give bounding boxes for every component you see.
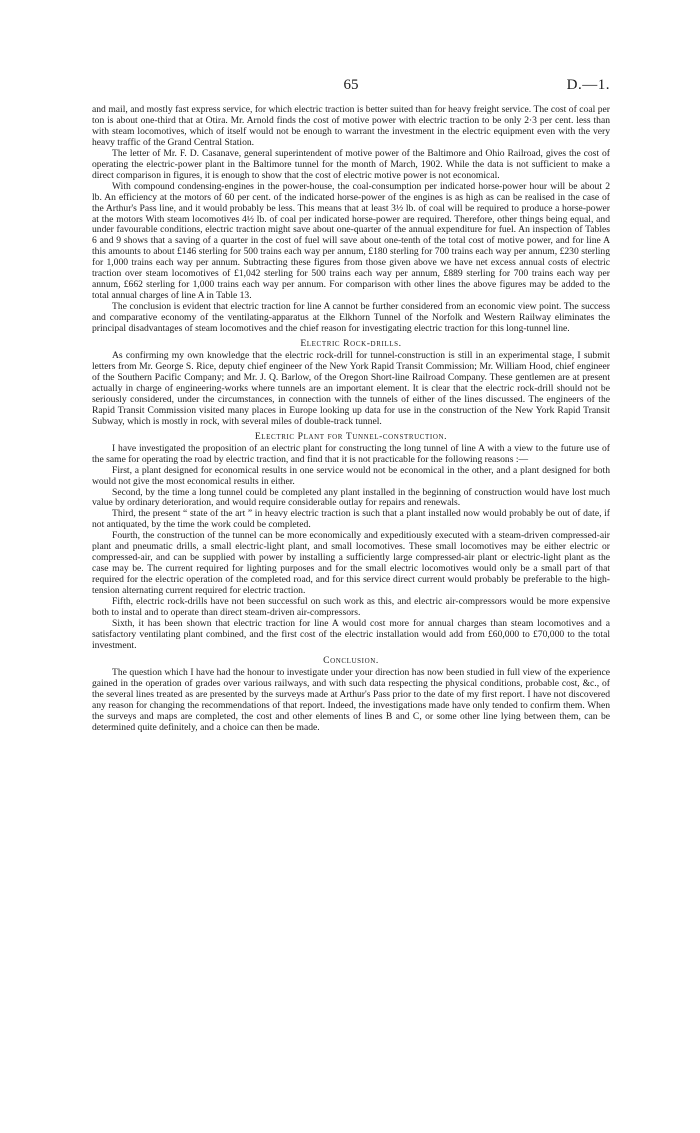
paragraph: Fourth, the construction of the tunnel can be more economically and expeditiously executed with a steam-driven compressed-air plant and pneumatic drills, a small electric-light plant, and small locomotives. These small locomotives may be either electric or compressed-air, and can be supplied with power by installing a sufficiently large compressed-air plant or electric-light plant as the case may be. The current required for lighting purposes and for the small electric locomotives would only be a small part of that required for the electric operation of the completed road, and for this service direct current would probably be preferable to the high-tension alternating current required for electric traction. bbox=[92, 530, 610, 597]
section-heading-electric-plant: Electric Plant for Tunnel-construction. bbox=[254, 430, 448, 442]
paragraph: As confirming my own knowledge that the electric rock-drill for tunnel-construction is still in an experimental stage, I submit letters from Mr. George S. Rice, deputy chief engineer of the New York Rapid Transit Commission; Mr. William Hood, chief engineer of the Southern Pacific Company; and Mr. J. Q. Barlow, of the Oregon Short-line Railroad Company. These gentlemen are at present actually in charge of engineering-works where tunnels are an important element. It is clear that the electric rock-drill should not be seriously considered, under the circumstances, in connection with the tunnels of either of the lines discussed. The engineers of the Rapid Transit Commission visited many places in Europe looking up data for use in the construction of the New York Rapid Transit Subway, which is mostly in rock, with several miles of double-track tunnel. bbox=[92, 350, 610, 427]
page-number: 65 bbox=[343, 77, 359, 93]
section-heading-conclusion: Conclusion. bbox=[323, 654, 379, 666]
section-heading-electric-rock-drills: Electric Rock-drills. bbox=[300, 338, 402, 350]
page-header bbox=[92, 77, 610, 99]
paragraph: Second, by the time a long tunnel could be completed any plant installed in the beginning of construction would have lost much value by ordinary deterioration, and would require considerable outlay for repairs and renewals. bbox=[92, 486, 610, 509]
paragraph: The conclusion is evident that electric traction for line A cannot be further considered from an economic view point. The success and comparative economy of the ventilating-apparatus at the Elkhorn Tunnel of the Norfolk and Western Railway eliminates the principal disadvantages of steam locomotives and the chief reason for investigating electric traction for this long-tunnel line. bbox=[92, 301, 610, 335]
paragraph: and mail, and mostly fast express service, for which electric traction is better suited than for heavy freight service. The cost of coal per ton is about one-third that at Otira. Mr. Arnold finds the cost of motive power with electric traction to be only 2·3 per cent. less than with steam locomotives, which of itself would not be enough to warrant the investment in the electric equipment even with the very heavy traffic of the Grand Central Station. bbox=[92, 104, 610, 148]
paragraph: The letter of Mr. F. D. Casanave, general superintendent of motive power of the Baltimore and Ohio Railroad, gives the cost of operating the electric-power plant in the Baltimore tunnel for the month of March, 1902. While the data is not sufficient to make a direct comparison in figures, it is enough to show that the cost of electric motive power is not economical. bbox=[92, 147, 610, 181]
paragraph: Fifth, electric rock-drills have not been successful on such work as this, and electric air-compressors would be more expensive both to instal and to operate than direct steam-driven air-compressors. bbox=[92, 596, 610, 618]
paragraph: Third, the present “ state of the art ” in heavy electric traction is such that a plant installed now would probably be out of date, if not antiquated, by the time the work could be completed. bbox=[92, 508, 610, 531]
document-reference: D.—1. bbox=[566, 77, 610, 93]
paragraph: Sixth, it has been shown that electric traction for line A would cost more for annual charges than steam locomotives and a satisfactory ventilating plant combined, and the first cost of the electric installation would add from £60,000 to £70,000 to the total investment. bbox=[92, 617, 610, 651]
document-body bbox=[92, 105, 610, 734]
paragraph: I have investigated the proposition of an electric plant for constructing the long tunnel of line A with a view to the future use of the same for operating the road by electric traction, and find that it is not practicable for the following reasons :— bbox=[92, 442, 610, 465]
paragraph: First, a plant designed for economical results in one service would not be economical in the other, and a plant designed for both would not give the most economical results in either. bbox=[92, 464, 610, 487]
paragraph: With compound condensing-engines in the power-house, the coal-consumption per indicated horse-power hour will be about 2 lb. An efficiency at the motors of 60 per cent. of the indicated horse-power of the engines is as high as can be realised in the case of the Arthur's Pass line, and it would probably be less. This means that at least 3½ lb. of coal will be required to produce a horse-power at the motors With steam locomotives 4½ lb. of coal per indicated horse-power are required. Therefore, other things being equal, and under favourable conditions, electric traction might save about one-quarter of the annual expenditure for fuel. An inspection of Tables 6 and 9 shows that a saving of a quarter in the cost of fuel will save about one-tenth of the total cost of motive power, and for line A this amounts to about £146 sterling for 500 trains each way per annum, £180 sterling for 700 trains each way per annum, £230 sterling for 1,000 trains each way per annum. Subtracting these figures from those given above we have net excess annual costs of electric traction over steam locomotives of £1,042 sterling for 500 trains each way per annum, £889 sterling for 700 trains each way per annum, £662 sterling for 1,000 trains each way per annum. For comparison with other lines the above figures may be added to the total annual charges of line A in Table 13. bbox=[92, 180, 610, 302]
paragraph: The question which I have had the honour to investigate under your direction has now been studied in full view of the experience gained in the operation of grades over various railways, and with such data respecting the physical conditions, probable cost, &c., of the several lines treated as are presented by the surveys made at Arthur's Pass prior to the date of my first report. I have not discovered any reason for changing the recommendations of that report. Indeed, the investigations made have only tended to confirm them. When the surveys and maps are completed, the cost and other elements of lines B and C, or some other line lying between them, can be determined quite definitely, and a choice can then be made. bbox=[92, 666, 610, 733]
